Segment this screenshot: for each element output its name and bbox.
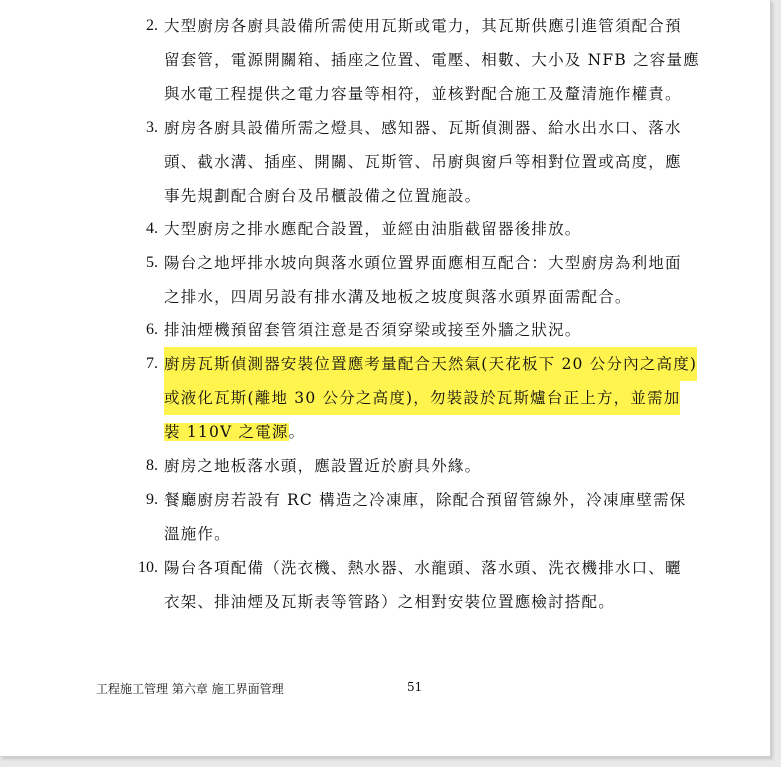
item-number: 10. [138,559,158,576]
item-number: 3. [146,119,158,136]
item-line: 廚房各廚具設備所需之燈具、感知器、瓦斯偵測器、給水出水口、落水 [164,119,682,137]
item-line: 餐廳廚房若設有 RC 構造之冷凍庫，除配合預留管線外，冷凍庫壁需保 [164,491,687,509]
item-number: 7. [146,355,158,372]
item-number: 5. [146,254,158,271]
item-line: 溫施作。 [164,525,231,543]
page-number: 51 [407,680,423,694]
item-line [164,415,305,449]
item-line-tail: 。 [288,423,306,441]
item-number: 9. [146,491,158,508]
item-line: 陽台各項配備（洗衣機、熱水器、水龍頭、落水頭、洗衣機排水口、曬 [164,559,682,577]
item-line: 留套管，電源開關箱、插座之位置、電壓、相數、大小及 NFB 之容量應 [164,51,700,69]
highlighted-line: 或液化瓦斯(離地 30 公分之高度)，勿裝設於瓦斯爐台正上方，並需加 [164,381,680,415]
item-line: 頭、截水溝、插座、開關、瓦斯管、吊廚與窗戶等相對位置或高度，應 [164,153,682,171]
item-line: 大型廚房各廚具設備所需使用瓦斯或電力，其瓦斯供應引進管須配合預 [164,17,682,35]
highlighted-text: 裝 110V 之電源 [164,423,289,441]
item-number: 8. [146,457,158,474]
item-number: 2. [146,17,158,34]
item-line: 之排水，四周另設有排水溝及地板之坡度與落水頭界面需配合。 [164,288,632,306]
highlighted-line: 廚房瓦斯偵測器安裝位置應考量配合天然氣(天花板下 20 公分內之高度) [164,347,697,381]
item-line: 排油煙機預留套管須注意是否須穿梁或接至外牆之狀況。 [164,321,582,339]
item-number: 6. [146,321,158,338]
item-line: 事先規劃配合廚台及吊櫃設備之位置施設。 [164,187,482,205]
item-line: 廚房之地板落水頭，應設置近於廚具外緣。 [164,457,482,475]
item-line: 衣架、排油煙及瓦斯表等管路）之相對安裝位置應檢討搭配。 [164,593,615,611]
footer-title: 工程施工管理 第六章 施工界面管理 [96,682,284,696]
item-line: 陽台之地坪排水坡向與落水頭位置界面應相互配合：大型廚房為利地面 [164,254,682,272]
item-number: 4. [146,220,158,237]
item-line: 與水電工程提供之電力容量等相符，並核對配合施工及釐清施作權責。 [164,85,682,103]
item-line: 大型廚房之排水應配合設置，並經由油脂截留器後排放。 [164,220,582,238]
